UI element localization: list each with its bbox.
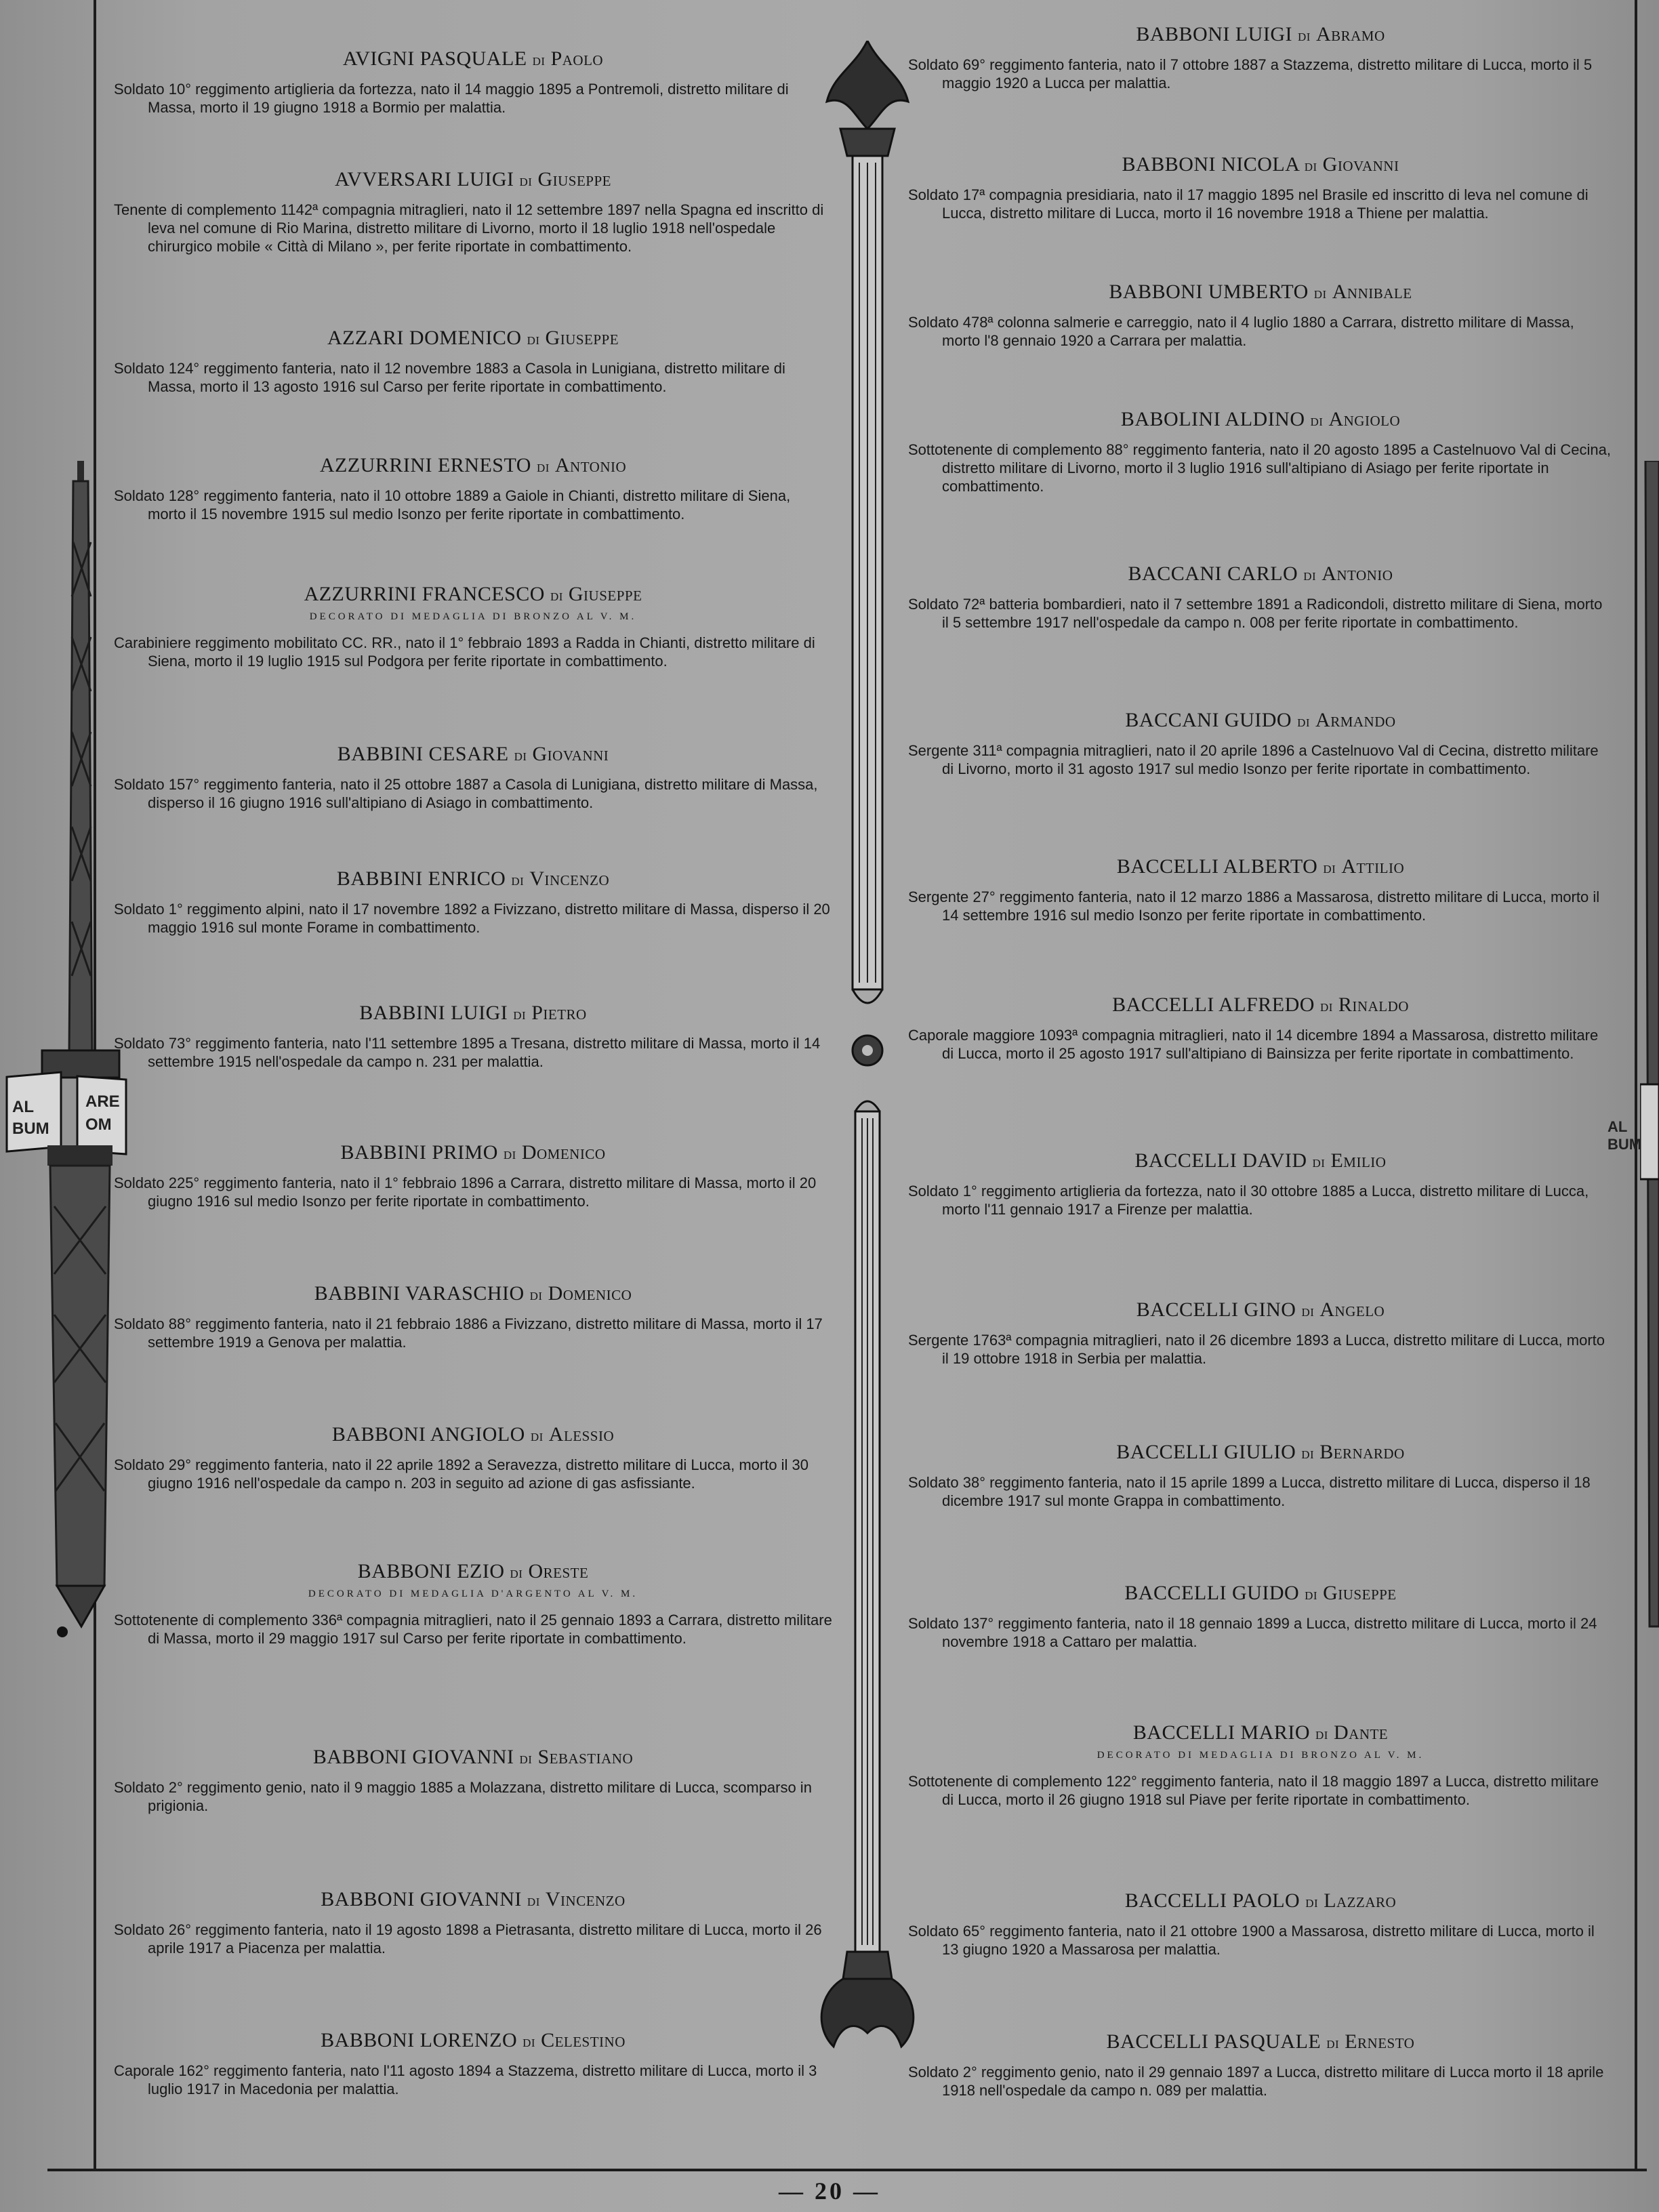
entry-name: BABBONI ANGIOLO di Alessio [331,1423,615,1446]
entry-name: BABBINI LUIGI di Pietro [359,1002,587,1024]
bottom-border-rule [47,2169,1647,2171]
decoration-note: DECORATO DI MEDAGLIA DI BRONZO AL V. M. [1097,1750,1425,1761]
entry-name: BACCELLI GINO di Angelo [1136,1298,1385,1321]
entry [114,1002,832,1071]
entry [908,1582,1613,1651]
entry-name: AVVERSARI LUIGI di Giuseppe [335,168,611,190]
decoration-note: DECORATO DI MEDAGLIA D'ARGENTO AL V. M. [308,1589,638,1599]
entry-text: Caporale 162° reggimento fanteria, nato l'11 agosto 1894 a Stazzema, distretto militare di Lucca, morto il 3 luglio 1917 in Macedonia per malattia. [114,2062,817,2097]
entry-name: AZZURRINI ERNESTO di Antonio [319,454,627,476]
entry-text: Soldato 1° reggimento alpini, nato il 17 novembre 1892 a Fivizzano, distretto militare di Massa, disperso il 20 maggio 1916 sul monte Forame in combattimento. [114,901,830,936]
entry-name: AZZARI DOMENICO di Giuseppe [327,327,619,349]
entry-name: BABBONI UMBERTO di Annibale [1109,281,1412,303]
entry-text: Sergente 311ª compagnia mitraglieri, nato il 20 aprile 1896 a Castelnuovo Val di Cecina, distretto militare di Livorno, morto il 31 agosto 1917 sul medio Isonzo per ferite riportate in combattimento. [908,742,1599,777]
entry [114,1560,832,1647]
entry [908,1298,1613,1368]
entry-text: Sottotenente di complemento 336ª compagnia mitraglieri, nato il 25 gennaio 1893 a Carrara, distretto militare di Massa, morto il 29 maggio 1917 sul Carso per ferite riportate in combattimento. [114,1612,832,1647]
entry-text: Soldato 478ª colonna salmerie e carreggio, nato il 4 luglio 1880 a Carrara, distretto militare di Massa, morto l'8 gennaio 1920 a Carrara per malattia. [908,314,1574,349]
entry-name: AZZURRINI FRANCESCO di Giuseppe [304,583,642,605]
entry-name: BACCELLI DAVID di Emilio [1134,1149,1387,1172]
page-number: — 20 — [779,2177,880,2205]
right-spear-ornament [1640,461,1659,1640]
entry-name: BACCELLI GUIDO di Giuseppe [1124,1582,1397,1604]
entry-name: BABOLINI ALDINO di Angiolo [1120,408,1401,430]
entry [114,327,832,396]
entry-text: Tenente di complemento 1142ª compagnia mitraglieri, nato il 12 settembre 1897 nella Spagna ed inscritto di leva nel comune di Rio Marina, distretto militare di Livorno, morto il 18 luglio 1918 nell'ospedale chirurgico mobile « Città di Milano », per ferite riportate in combattimento. [114,201,824,255]
entry [908,1149,1613,1218]
entry-text: Soldato 26° reggimento fanteria, nato il 19 agosto 1898 a Pietrasanta, distretto militare di Lucca, morto il 26 aprile 1917 a Piacenza per malattia. [114,1921,822,1957]
entry-name: BABBINI VARASCHIO di Domenico [314,1282,632,1305]
entry-text: Soldato 38° reggimento fanteria, nato il 15 aprile 1899 a Lucca, distretto militare di Lucca, disperso il 18 dicembre 1917 sul monte Grappa in combattimento. [908,1474,1591,1509]
entry-name: BABBONI GIOVANNI di Sebastiano [312,1746,634,1768]
entry [908,709,1613,778]
entry-text: Soldato 72ª batteria bombardieri, nato il 7 settembre 1891 a Radicondoli, distretto militare di Siena, morto il 5 settembre 1917 nell'ospedale da campo n. 008 per ferite riportate in combattimento. [908,596,1603,631]
entry-name: BABBONI GIOVANNI di Vincenzo [321,1888,626,1910]
entry-name: BACCELLI ALFREDO di Rinaldo [1112,994,1409,1016]
album-sign-text: ARE [85,1092,120,1111]
entry-text: Soldato 17ª compagnia presidiaria, nato il 17 maggio 1895 nel Brasile ed inscritto di leva nel comune di Lucca, distretto militare di Lucca, morto il 16 novembre 1918 a Thiene per malattia. [908,186,1589,222]
entry-text: Soldato 2° reggimento genio, nato il 9 maggio 1885 a Molazzana, distretto militare di Lucca, scomparso in prigionia. [114,1779,812,1814]
entry [908,23,1613,92]
entry-name: BABBONI LORENZO di Celestino [321,2029,626,2051]
right-border-rule [1635,0,1637,2169]
entry-text: Sottotenente di complemento 122° reggimento fanteria, nato il 18 maggio 1897 a Lucca, distretto militare di Lucca, morto il 26 giugno 1918 sul Piave per ferite riportate in combattimento. [908,1773,1599,1808]
entry [908,1889,1613,1959]
entry-text: Soldato 225° reggimento fanteria, nato il 1° febbraio 1896 a Carrara, distretto militare di Massa, morto il 20 giugno 1916 sul medio Isonzo per ferite riportate in combattimento. [114,1174,817,1210]
entry-text: Soldato 65° reggimento fanteria, nato il 21 ottobre 1900 a Massarosa, distretto militare di Lucca, morto il 13 giugno 1920 a Massarosa per malattia. [908,1923,1595,1958]
album-sign-text: AL [12,1098,34,1116]
entry-text: Soldato 128° reggimento fanteria, nato il 10 ottobre 1889 a Gaiole in Chianti, distretto militare di Siena, morto il 15 novembre 1915 sul medio Isonzo per ferite riportate in combattimento. [114,487,791,523]
entry [114,454,832,523]
entry [908,153,1613,222]
entry [114,1888,832,1957]
entry-text: Carabiniere reggimento mobilitato CC. RR., nato il 1° febbraio 1893 a Radda in Chianti, distretto militare di Siena, morto il 19 luglio 1915 sul Podgora per ferite riportate in combattimento. [114,634,815,670]
album-sign-text: BUM [1607,1136,1642,1153]
entry [114,47,832,117]
entry-name: BABBONI EZIO di Oreste [357,1560,589,1582]
entry-text: Caporale maggiore 1093ª compagnia mitraglieri, nato il 14 dicembre 1894 a Massarosa, distretto militare di Lucca, morto il 25 agosto 1917 sull'altipiano di Bainsizza per ferite riportate in combattimento. [908,1027,1599,1062]
album-sign-text: BUM [12,1120,49,1138]
entry [908,2030,1613,2100]
entry [908,855,1613,924]
entry [114,1423,832,1492]
album-sign-text: AL [1607,1118,1628,1135]
entry-name: AVIGNI PASQUALE di Paolo [342,47,604,70]
entry-text: Soldato 137° reggimento fanteria, nato il 18 gennaio 1899 a Lucca, distretto militare di Lucca, morto il 24 novembre 1918 a Cattaro per malattia. [908,1615,1597,1650]
entry-text: Sergente 1763ª compagnia mitraglieri, nato il 26 dicembre 1893 a Lucca, distretto militare di Lucca, morto il 19 ottobre 1918 in Serbia per malattia. [908,1332,1605,1367]
right-album-sign [1607,1118,1655,1153]
entry-name: BABBONI LUIGI di Abramo [1136,23,1385,45]
entry [908,281,1613,350]
entry [908,1441,1613,1510]
entry-text: Soldato 29° reggimento fanteria, nato il 22 aprile 1892 a Seravezza, distretto militare di Lucca, morto il 30 giugno 1916 nell'ospedale da campo n. 203 in seguito ad azione di gas asfissiante. [114,1456,809,1492]
entry [908,994,1613,1063]
entry-text: Soldato 69° reggimento fanteria, nato il 7 ottobre 1887 a Stazzema, distretto militare di Lucca, morto il 5 maggio 1920 a Lucca per malattia. [908,56,1593,91]
entry-text: Soldato 2° reggimento genio, nato il 29 gennaio 1897 a Lucca, distretto militare di Lucca morto il 18 aprile 1918 nell'ospedale da campo n. 089 per malattia. [908,2064,1604,2099]
entry-name: BABBONI NICOLA di Giovanni [1122,153,1399,176]
entry [114,1746,832,1815]
entry-name: BACCELLI PASQUALE di Ernesto [1106,2030,1415,2053]
entry-name: BACCANI CARLO di Antonio [1128,562,1393,585]
entry-text: Soldato 88° reggimento fanteria, nato il 21 febbraio 1886 a Fivizzano, distretto militare di Massa, morto il 17 settembre 1919 a Genova per malattia. [114,1315,823,1351]
entry [114,2029,832,2098]
entry-name: BACCELLI ALBERTO di Attilio [1116,855,1405,878]
entry-name: BABBINI PRIMO di Domenico [340,1141,606,1164]
entry [114,583,832,670]
entry-name: BACCELLI MARIO di Dante [1132,1721,1389,1744]
entry [908,562,1613,632]
entry-name: BABBINI CESARE di Giovanni [337,743,609,765]
entry [908,1721,1613,1809]
entry [114,1282,832,1351]
entry-text: Soldato 124° reggimento fanteria, nato il 12 novembre 1883 a Casola in Lunigiana, distretto militare di Massa, morto il 13 agosto 1916 sul Carso per ferite riportate in combattimento. [114,360,785,395]
entry [114,743,832,812]
entry [114,867,832,937]
entry-text: Soldato 73° reggimento fanteria, nato l'11 settembre 1895 a Tresana, distretto militare di Massa, morto il 14 settembre 1915 nell'ospedale da campo n. 231 per malattia. [114,1035,821,1070]
entry-text: Soldato 10° reggimento artiglieria da fortezza, nato il 14 maggio 1895 a Pontremoli, distretto militare di Massa, morto il 19 giugno 1918 a Bormio per malattia. [114,81,789,116]
entry-name: BACCANI GUIDO di Armando [1125,709,1396,731]
entry-text: Soldato 1° reggimento artiglieria da fortezza, nato il 30 ottobre 1885 a Lucca, distretto militare di Lucca, morto l'11 gennaio 1917 a Firenze per malattia. [908,1183,1589,1218]
album-sign-text: OM [85,1115,112,1134]
entry-name: BACCELLI GIULIO di Bernardo [1116,1441,1405,1463]
entry-name: BACCELLI PAOLO di Lazzaro [1124,1889,1397,1912]
decoration-note: DECORATO DI MEDAGLIA DI BRONZO AL V. M. [309,611,637,622]
entry-name: BABBINI ENRICO di Vincenzo [336,867,610,890]
entry-text: Sottotenente di complemento 88° reggimento fanteria, nato il 20 agosto 1895 a Castelnuovo Val di Cecina, distretto militare di Livorno, morto il 3 luglio 1916 sull'altipiano di Asiago per ferite riportate in combattimento. [908,441,1611,495]
entry-text: Sergente 27° reggimento fanteria, nato il 12 marzo 1886 a Massarosa, distretto militare di Lucca, morto il 14 settembre 1916 sul medio Isonzo per ferite riportate in combattimento. [908,888,1600,924]
entry [908,408,1613,495]
entry [114,168,832,255]
entry [114,1141,832,1210]
entry-text: Soldato 157° reggimento fanteria, nato il 25 ottobre 1887 a Casola di Lunigiana, distretto militare di Massa, disperso il 16 giugno 1916 sull'altipiano di Asiago in combattimento. [114,776,818,811]
